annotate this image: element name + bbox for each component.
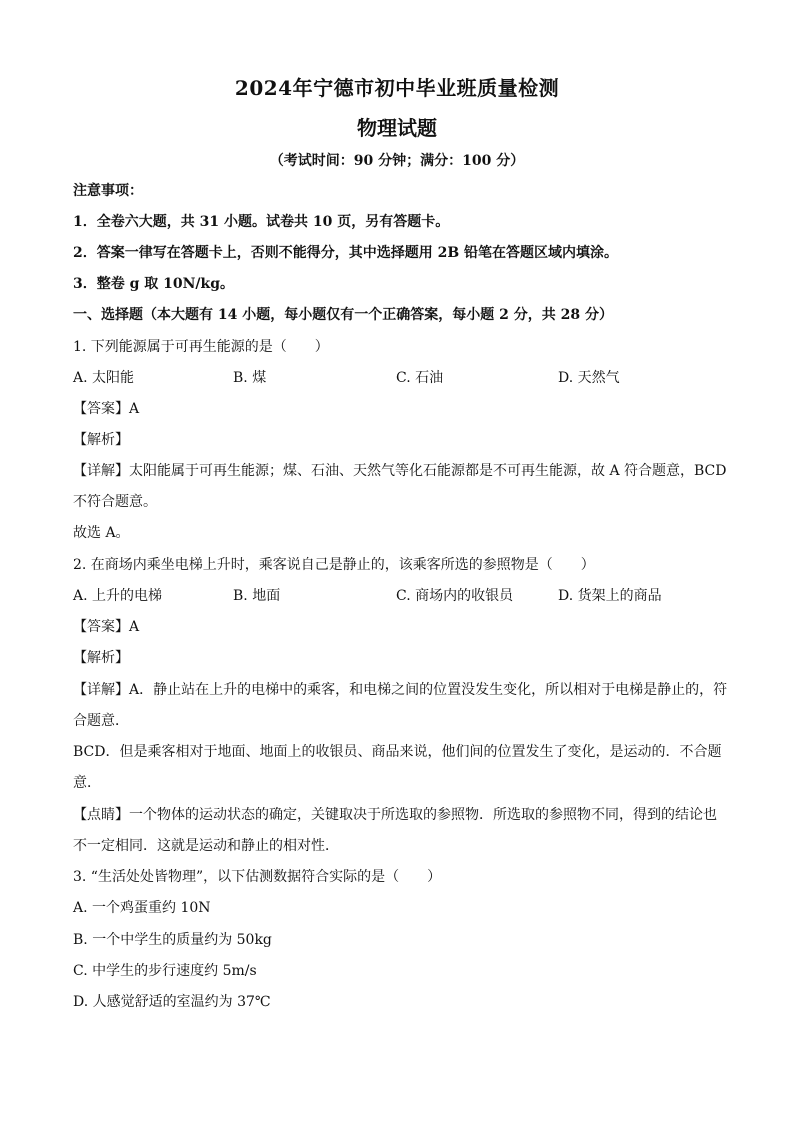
option-a: A. 一个鸡蛋重约 10N <box>73 900 211 916</box>
notice-item: 1．全卷六大题，共 31 小题。试卷共 10 页，另有答题卡。 <box>73 214 450 230</box>
option-c: C. 中学生的步行速度约 5m/s <box>73 963 257 979</box>
answer-label: 【答案】A <box>73 619 140 635</box>
option-a: A. 太阳能 <box>73 370 135 386</box>
option-c: C. 石油 <box>396 370 444 386</box>
option-d: D. 货架上的商品 <box>558 588 662 604</box>
detail-text: 合题意． <box>73 713 129 729</box>
exam-subtitle: 物理试题 <box>357 116 437 140</box>
section-heading: 一、选择题（本大题有 14 小题，每小题仅有一个正确答案，每小题 2 分，共 28 分） <box>73 307 613 323</box>
exam-meta: （考试时间：90 分钟；满分：100 分） <box>269 153 525 169</box>
analysis-label: 【解析】 <box>73 432 129 448</box>
detail-text: 意． <box>73 775 101 791</box>
comment-text: 【点睛】一个物体的运动状态的确定，关键取决于所选取的参照物．所选取的参照物不同，得到的结论也 <box>73 807 717 823</box>
exam-title: 2024年宁德市初中毕业班质量检测 <box>234 76 560 100</box>
option-b: B. 煤 <box>233 370 267 386</box>
detail-text: BCD．但是乘客相对于地面、地面上的收银员、商品来说，他们间的位置发生了变化，是运动的．不合题 <box>73 744 722 760</box>
conclusion-text: 故选 A。 <box>73 525 130 541</box>
notice-item: 3．整卷 g 取 10N/kg。 <box>73 276 235 292</box>
question-stem: 1. 下列能源属于可再生能源的是（ ） <box>73 339 329 355</box>
question-stem: 2. 在商场内乘坐电梯上升时，乘客说自己是静止的，该乘客所选的参照物是（ ） <box>73 557 595 573</box>
option-d: D. 人感觉舒适的室温约为 37℃ <box>73 994 271 1010</box>
notice-heading: 注意事项： <box>73 183 143 199</box>
analysis-label: 【解析】 <box>73 650 129 666</box>
comment-text: 不一定相同．这就是运动和静止的相对性． <box>73 838 339 854</box>
detail-text: 不符合题意。 <box>73 494 157 510</box>
option-b: B. 一个中学生的质量约为 50kg <box>73 932 272 948</box>
option-d: D. 天然气 <box>558 370 620 386</box>
notice-item: 2．答案一律写在答题卡上，否则不能得分，其中选择题用 2B 铅笔在答题区域内填涂。 <box>73 245 619 261</box>
question-stem: 3. “生活处处皆物理”，以下估测数据符合实际的是（ ） <box>73 869 442 885</box>
option-c: C. 商场内的收银员 <box>396 588 514 604</box>
detail-text: 【详解】A．静止站在上升的电梯中的乘客，和电梯之间的位置没发生变化，所以相对于电梯是静止的，符 <box>73 682 728 698</box>
detail-text: 【详解】太阳能属于可再生能源；煤、石油、天然气等化石能源都是不可再生能源，故 A 符合题意，BCD <box>73 463 727 479</box>
option-b: B. 地面 <box>233 588 281 604</box>
option-a: A. 上升的电梯 <box>73 588 163 604</box>
answer-label: 【答案】A <box>73 401 140 417</box>
